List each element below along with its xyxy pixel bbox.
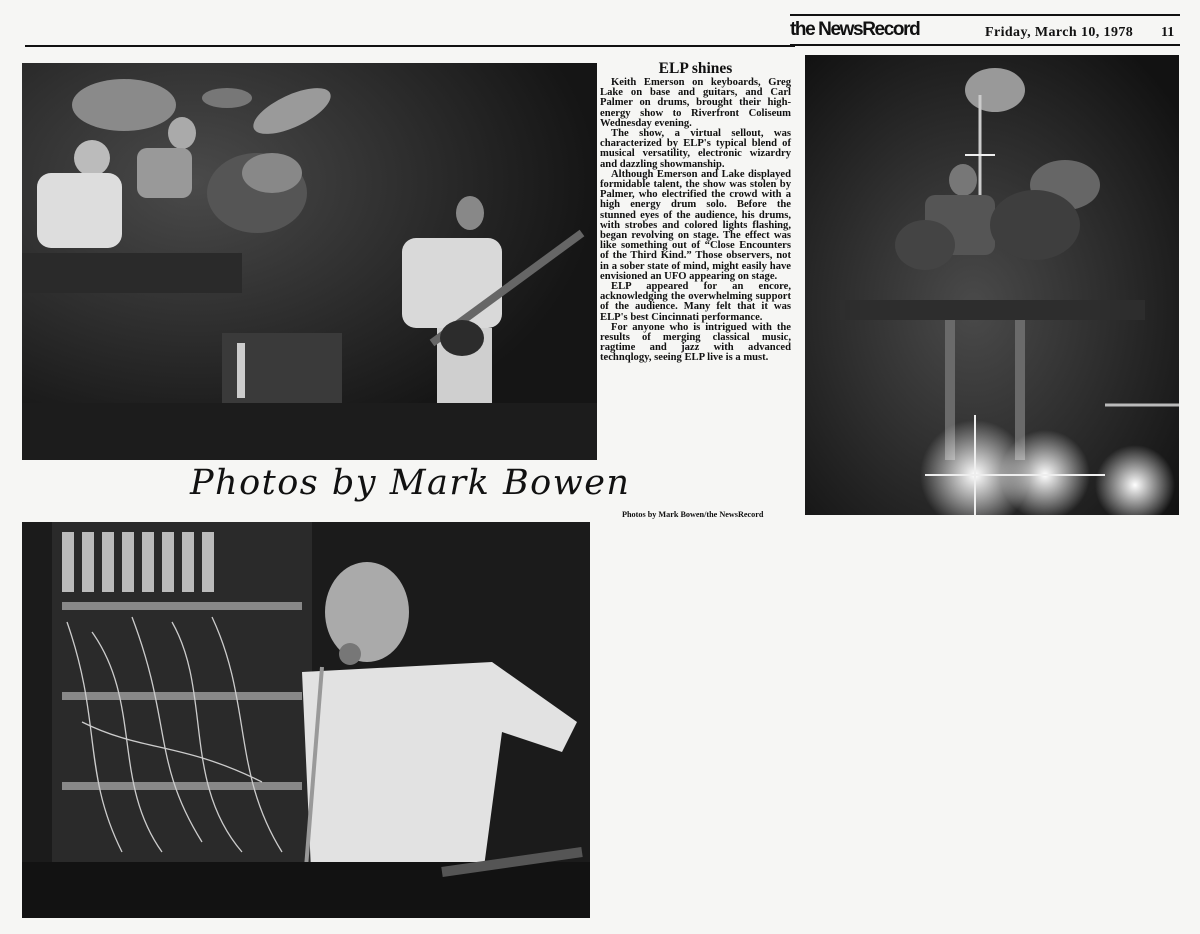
page-top-rule-left [25,45,795,47]
masthead-bottom-rule [790,44,1180,46]
article-paragraph: ELP appeared for an encore, acknowledging the overwhelming support of the audience. Many felt that it was ELP's best Cincinnati performance. [600,281,791,323]
newspaper-logo: the NewsRecord [790,19,920,40]
photo-credit-heading: Photos by Mark Bowen [190,463,631,503]
photo-band-stage [22,63,597,460]
article-paragraph: Keith Emerson on keyboards, Greg Lake on base and guitars, and Carl Palmer on drums, brought their high-energy show to Riverfront Coliseum Wednesday evening. [600,77,791,129]
synthesizer-photo-image [22,522,590,918]
photo-emerson-synth [22,522,590,918]
issue-date: Friday, March 10, 1978 [985,25,1134,40]
article-paragraph: Although Emerson and Lake displayed formidable talent, the show was stolen by Palmer, who electrified the crowd with a high energy drum solo. Before the stunned eyes of the audience, his drums, with strobes and colored lights flashing, began revolving on stage. The effect was like something out of “Close Encounters of the Third Kind.” Those observers, not in a sober state of mind, might easily have envisioned an UFO appearing on stage. [600,168,791,282]
drum-kit-photo-image [805,55,1179,515]
article-headline: ELP shines [658,60,733,77]
article-paragraph: The show, a virtual sellout, was characterized by ELP's typical blend of musical versatility, electronic wizardry and dazzling showmanship. [600,128,791,170]
page-number: 11 [1161,25,1175,40]
article-paragraph: For anyone who is intrigued with the results of merging classical music, ragtime and jazz with advanced technqlogy, seeing ELP live is a must. [600,321,791,364]
masthead-top-rule [790,14,1180,16]
article-photo-credit: Photos by Mark Bowen/the NewsRecord [622,510,764,519]
photo-revolving-drums [805,55,1179,515]
article [600,60,791,364]
concert-photo-image [22,63,597,460]
